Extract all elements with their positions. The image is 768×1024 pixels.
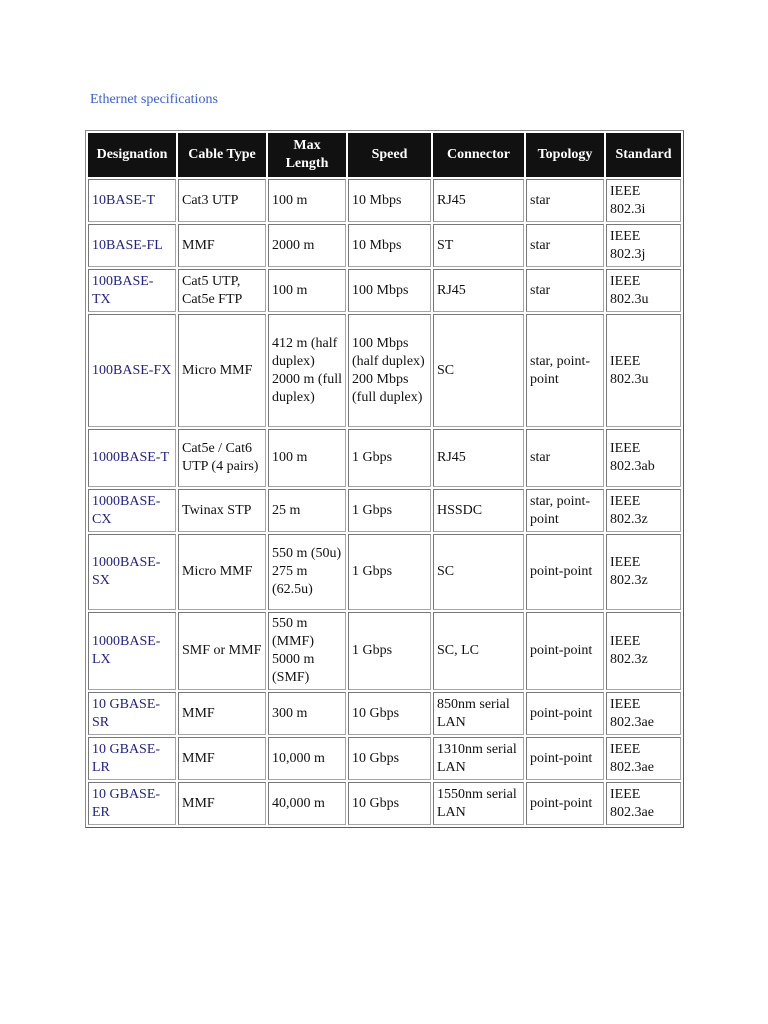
max-length-cell: 40,000 m (268, 782, 346, 825)
designation-cell: 10BASE-FL (88, 224, 176, 267)
header-topology: Topology (526, 133, 604, 177)
header-cable-type: Cable Type (178, 133, 266, 177)
speed-cell: 10 Mbps (348, 224, 431, 267)
designation-cell: 10 GBASE-ER (88, 782, 176, 825)
topology-cell: point-point (526, 737, 604, 780)
cable-type-cell: Micro MMF (178, 314, 266, 427)
max-length-cell: 300 m (268, 692, 346, 735)
page-title[interactable]: Ethernet specifications (90, 92, 218, 107)
max-length-cell: 100 m (268, 179, 346, 222)
connector-cell: 850nm serial LAN (433, 692, 524, 735)
standard-cell: IEEE 802.3j (606, 224, 681, 267)
max-length-cell: 550 m (MMF) 5000 m (SMF) (268, 612, 346, 690)
standard-cell: IEEE 802.3z (606, 489, 681, 532)
standard-cell: IEEE 802.3u (606, 314, 681, 427)
table-row (88, 737, 681, 780)
topology-cell: star (526, 224, 604, 267)
topology-cell: point-point (526, 692, 604, 735)
standard-cell: IEEE 802.3ab (606, 429, 681, 487)
topology-cell: star, point-point (526, 489, 604, 532)
max-length-cell: 10,000 m (268, 737, 346, 780)
table-row (88, 179, 681, 222)
standard-cell: IEEE 802.3i (606, 179, 681, 222)
speed-cell: 1 Gbps (348, 534, 431, 610)
topology-cell: point-point (526, 612, 604, 690)
cable-type-cell: Micro MMF (178, 534, 266, 610)
header-row (88, 133, 681, 177)
connector-cell: SC, LC (433, 612, 524, 690)
table-row (88, 782, 681, 825)
speed-cell: 10 Mbps (348, 179, 431, 222)
header-speed: Speed (348, 133, 431, 177)
max-length-cell: 2000 m (268, 224, 346, 267)
connector-cell: SC (433, 534, 524, 610)
designation-cell: 10 GBASE-SR (88, 692, 176, 735)
connector-cell: SC (433, 314, 524, 427)
speed-cell: 10 Gbps (348, 782, 431, 825)
cable-type-cell: MMF (178, 692, 266, 735)
cable-type-cell: Cat5e / Cat6 UTP (4 pairs) (178, 429, 266, 487)
standard-cell: IEEE 802.3ae (606, 692, 681, 735)
max-length-cell: 25 m (268, 489, 346, 532)
designation-cell: 10BASE-T (88, 179, 176, 222)
table-row (88, 269, 681, 312)
header-max-length: Max Length (268, 133, 346, 177)
standard-cell: IEEE 802.3z (606, 534, 681, 610)
speed-cell: 1 Gbps (348, 612, 431, 690)
standard-cell: IEEE 802.3ae (606, 782, 681, 825)
topology-cell: point-point (526, 534, 604, 610)
designation-cell: 100BASE-FX (88, 314, 176, 427)
standard-cell: IEEE 802.3z (606, 612, 681, 690)
cable-type-cell: SMF or MMF (178, 612, 266, 690)
connector-cell: RJ45 (433, 179, 524, 222)
cable-type-cell: Cat3 UTP (178, 179, 266, 222)
table-row (88, 314, 681, 427)
connector-cell: RJ45 (433, 269, 524, 312)
connector-cell: 1550nm serial LAN (433, 782, 524, 825)
connector-cell: ST (433, 224, 524, 267)
standard-cell: IEEE 802.3ae (606, 737, 681, 780)
connector-cell: HSSDC (433, 489, 524, 532)
header-standard: Standard (606, 133, 681, 177)
topology-cell: point-point (526, 782, 604, 825)
connector-cell: 1310nm serial LAN (433, 737, 524, 780)
speed-cell: 1 Gbps (348, 489, 431, 532)
designation-cell: 10 GBASE-LR (88, 737, 176, 780)
designation-cell: 1000BASE-SX (88, 534, 176, 610)
cable-type-cell: MMF (178, 737, 266, 780)
designation-cell: 1000BASE-CX (88, 489, 176, 532)
header-connector: Connector (433, 133, 524, 177)
speed-cell: 1 Gbps (348, 429, 431, 487)
max-length-cell: 412 m (half duplex) 2000 m (full duplex) (268, 314, 346, 427)
table-row (88, 429, 681, 487)
max-length-cell: 550 m (50u) 275 m (62.5u) (268, 534, 346, 610)
header-designation: Designation (88, 133, 176, 177)
table-row (88, 612, 681, 690)
topology-cell: star (526, 179, 604, 222)
designation-cell: 1000BASE-T (88, 429, 176, 487)
table-row (88, 489, 681, 532)
table-row (88, 692, 681, 735)
max-length-cell: 100 m (268, 269, 346, 312)
topology-cell: star, point-point (526, 314, 604, 427)
max-length-cell: 100 m (268, 429, 346, 487)
designation-cell: 100BASE-TX (88, 269, 176, 312)
cable-type-cell: Twinax STP (178, 489, 266, 532)
topology-cell: star (526, 269, 604, 312)
designation-cell: 1000BASE-LX (88, 612, 176, 690)
speed-cell: 10 Gbps (348, 737, 431, 780)
speed-cell: 100 Mbps (half duplex) 200 Mbps (full duplex) (348, 314, 431, 427)
ethernet-spec-table (85, 130, 684, 828)
speed-cell: 10 Gbps (348, 692, 431, 735)
cable-type-cell: MMF (178, 224, 266, 267)
cable-type-cell: MMF (178, 782, 266, 825)
table-row (88, 534, 681, 610)
speed-cell: 100 Mbps (348, 269, 431, 312)
topology-cell: star (526, 429, 604, 487)
table-row (88, 224, 681, 267)
standard-cell: IEEE 802.3u (606, 269, 681, 312)
cable-type-cell: Cat5 UTP, Cat5e FTP (178, 269, 266, 312)
connector-cell: RJ45 (433, 429, 524, 487)
